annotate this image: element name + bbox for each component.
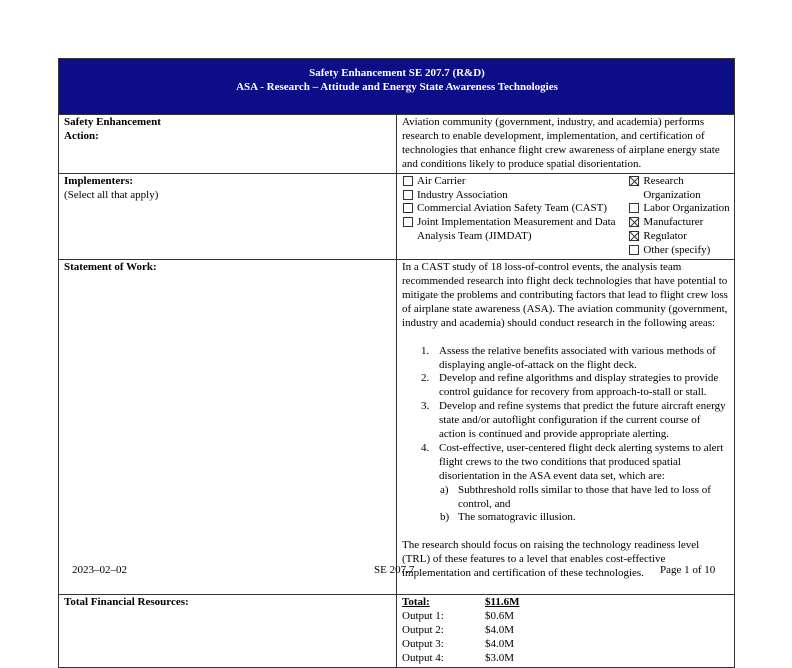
financial-output-label: Output 3: xyxy=(402,637,444,650)
sow-item xyxy=(402,345,730,373)
checkbox-label xyxy=(417,216,616,244)
sow-sub-item-text: The somatogravic illusion. xyxy=(458,511,576,524)
implementer-research-organization[interactable] xyxy=(628,175,730,203)
sow-item-body xyxy=(439,442,730,525)
header-title-line1: Safety Enhancement SE 207.7 (R&D) xyxy=(309,67,485,79)
financial-output-value: $3.0M xyxy=(485,651,515,664)
financial-output-row xyxy=(402,638,730,652)
financial-output-label: Output 4: xyxy=(402,651,444,664)
sow-sub-item xyxy=(439,484,730,512)
implementer-other[interactable] xyxy=(628,244,730,258)
implementer-air-carrier[interactable] xyxy=(402,175,628,189)
financial-output-value: $4.0M xyxy=(485,623,515,636)
checkbox-label: Labor Organization xyxy=(643,202,730,215)
implementers-right-column xyxy=(628,175,730,258)
footer-doc-id: SE 207.7 xyxy=(374,564,415,576)
checkbox-label-line1: Joint Implementation Measurement and Data xyxy=(417,216,616,229)
financial-total-value: $11.6M xyxy=(485,596,520,609)
financial-output-label: Output 2: xyxy=(402,623,444,636)
implementers-row xyxy=(59,173,735,259)
checkbox-manufacturer[interactable] xyxy=(629,217,639,227)
sow-intro: In a CAST study of 18 loss-of-control events, the analysis team recommended research into flight deck technologies that have potential to mitigate the problems and contributing factors that lead to flight crew loss of airplane state awareness (ASA). The aviation community (government, industry and academia) should conduct research in the following areas: xyxy=(402,261,728,329)
checkbox-research-organization[interactable] xyxy=(629,176,639,186)
financial-total-label: Total: xyxy=(402,596,430,609)
financial-row xyxy=(59,595,735,668)
action-label-cell xyxy=(59,115,397,174)
financial-output-row xyxy=(402,624,730,638)
financial-output-row xyxy=(402,652,730,666)
checkbox-label: Manufacturer xyxy=(643,216,704,229)
implementer-industry-association[interactable] xyxy=(402,189,628,203)
sow-label: Statement of Work: xyxy=(64,261,157,274)
financial-label: Total Financial Resources: xyxy=(64,596,189,609)
sow-item-text: Assess the relative benefits associated with various methods of displaying angle-of-attack on the flight deck. xyxy=(439,344,716,371)
financial-output-value: $0.6M xyxy=(485,610,515,622)
sow-sub-item-letter: a) xyxy=(440,483,449,496)
checkbox-industry-association[interactable] xyxy=(403,190,413,200)
action-row xyxy=(59,115,735,174)
footer-date: 2023–02–02 xyxy=(72,564,127,576)
sow-item xyxy=(402,400,730,442)
action-label-line1: Safety Enhancement xyxy=(64,116,161,128)
checkbox-labor-organization[interactable] xyxy=(629,203,639,213)
sow-item-number: 2. xyxy=(421,372,430,385)
sow-item-text: Develop and refine algorithms and display strategies to provide control guidance for recovery from approach-to-stall or stall. xyxy=(439,372,719,399)
sow-item xyxy=(402,372,730,400)
sow-label-cell xyxy=(59,260,397,595)
sow-sub-list xyxy=(439,484,730,526)
checkbox-air-carrier[interactable] xyxy=(403,176,413,186)
action-label-line2: Action: xyxy=(64,129,99,142)
sow-sub-item-letter: b) xyxy=(440,511,450,524)
implementer-manufacturer[interactable] xyxy=(628,216,730,230)
sow-closing: The research should focus on raising the technology readiness level (TRL) of these features to a level that enables cost-effective implementation and certification of these technologies. xyxy=(402,539,700,580)
action-text: Aviation community (government, industry, and academia) performs research to enable development, implementation, and certification of technologies that enhance flight crew awareness of airplane energy state and conditions likely to produce spatial disorientation. xyxy=(397,115,735,174)
sow-item-text: Cost-effective, user-centered flight deck alerting systems to alert flight crews to the two conditions that produced spatial disorientation in the ASA event data set, which are: xyxy=(439,441,724,482)
checkbox-label-line2: Analysis Team (JIMDAT) xyxy=(417,230,532,243)
footer-page-number: Page 1 of 10 xyxy=(660,564,716,576)
implementer-regulator[interactable] xyxy=(628,230,730,244)
implementers-label-cell xyxy=(59,173,397,259)
implementers-sublabel: (Select all that apply) xyxy=(64,188,159,201)
financial-label-cell xyxy=(59,595,397,668)
sow-item-text: Develop and refine systems that predict the future aircraft energy state and/or autoflight configuration if the current course of action is continued and provide appropriate alerting. xyxy=(439,400,726,441)
checkbox-other[interactable] xyxy=(629,245,639,255)
sow-sub-item-text: Subthreshold rolls similar to those that have led to loss of control, and xyxy=(458,483,711,510)
checkbox-label: Other (specify) xyxy=(643,244,711,257)
checkbox-jimdat[interactable] xyxy=(403,217,413,227)
sow-item xyxy=(402,442,730,525)
sow-sub-item xyxy=(439,511,730,525)
sow-list xyxy=(402,345,730,526)
checkbox-label: Air Carrier xyxy=(417,174,466,187)
implementers-grid xyxy=(402,175,730,258)
table-header xyxy=(59,59,735,115)
financial-output-row xyxy=(402,610,730,624)
header-row xyxy=(59,59,735,115)
header-title-line2: ASA - Research – Attitude and Energy State Awareness Technologies xyxy=(236,80,558,93)
financial-output-label: Output 1: xyxy=(402,610,444,622)
implementer-jimdat[interactable] xyxy=(402,216,628,244)
checkbox-cast[interactable] xyxy=(403,203,413,213)
implementers-left-column xyxy=(402,175,628,258)
sow-cell xyxy=(397,260,735,595)
checkbox-label: Research Organization xyxy=(643,174,701,201)
checkbox-label: Industry Association xyxy=(417,188,508,201)
checkbox-regulator[interactable] xyxy=(629,231,639,241)
checkbox-label: Regulator xyxy=(643,230,687,243)
financial-total-row xyxy=(402,596,730,610)
sow-item-number: 4. xyxy=(421,441,430,454)
statement-of-work-row xyxy=(59,260,735,595)
sow-item-number: 3. xyxy=(421,400,430,413)
safety-enhancement-table xyxy=(58,58,735,668)
sow-item-number: 1. xyxy=(421,344,430,357)
checkbox-label: Commercial Aviation Safety Team (CAST) xyxy=(417,202,608,215)
financial-cell xyxy=(397,595,735,668)
implementers-cell xyxy=(397,173,735,259)
implementers-label: Implementers: xyxy=(64,174,134,187)
financial-output-value: $4.0M xyxy=(485,637,515,650)
implementer-labor-organization[interactable] xyxy=(628,202,730,216)
implementer-cast[interactable] xyxy=(402,202,628,216)
